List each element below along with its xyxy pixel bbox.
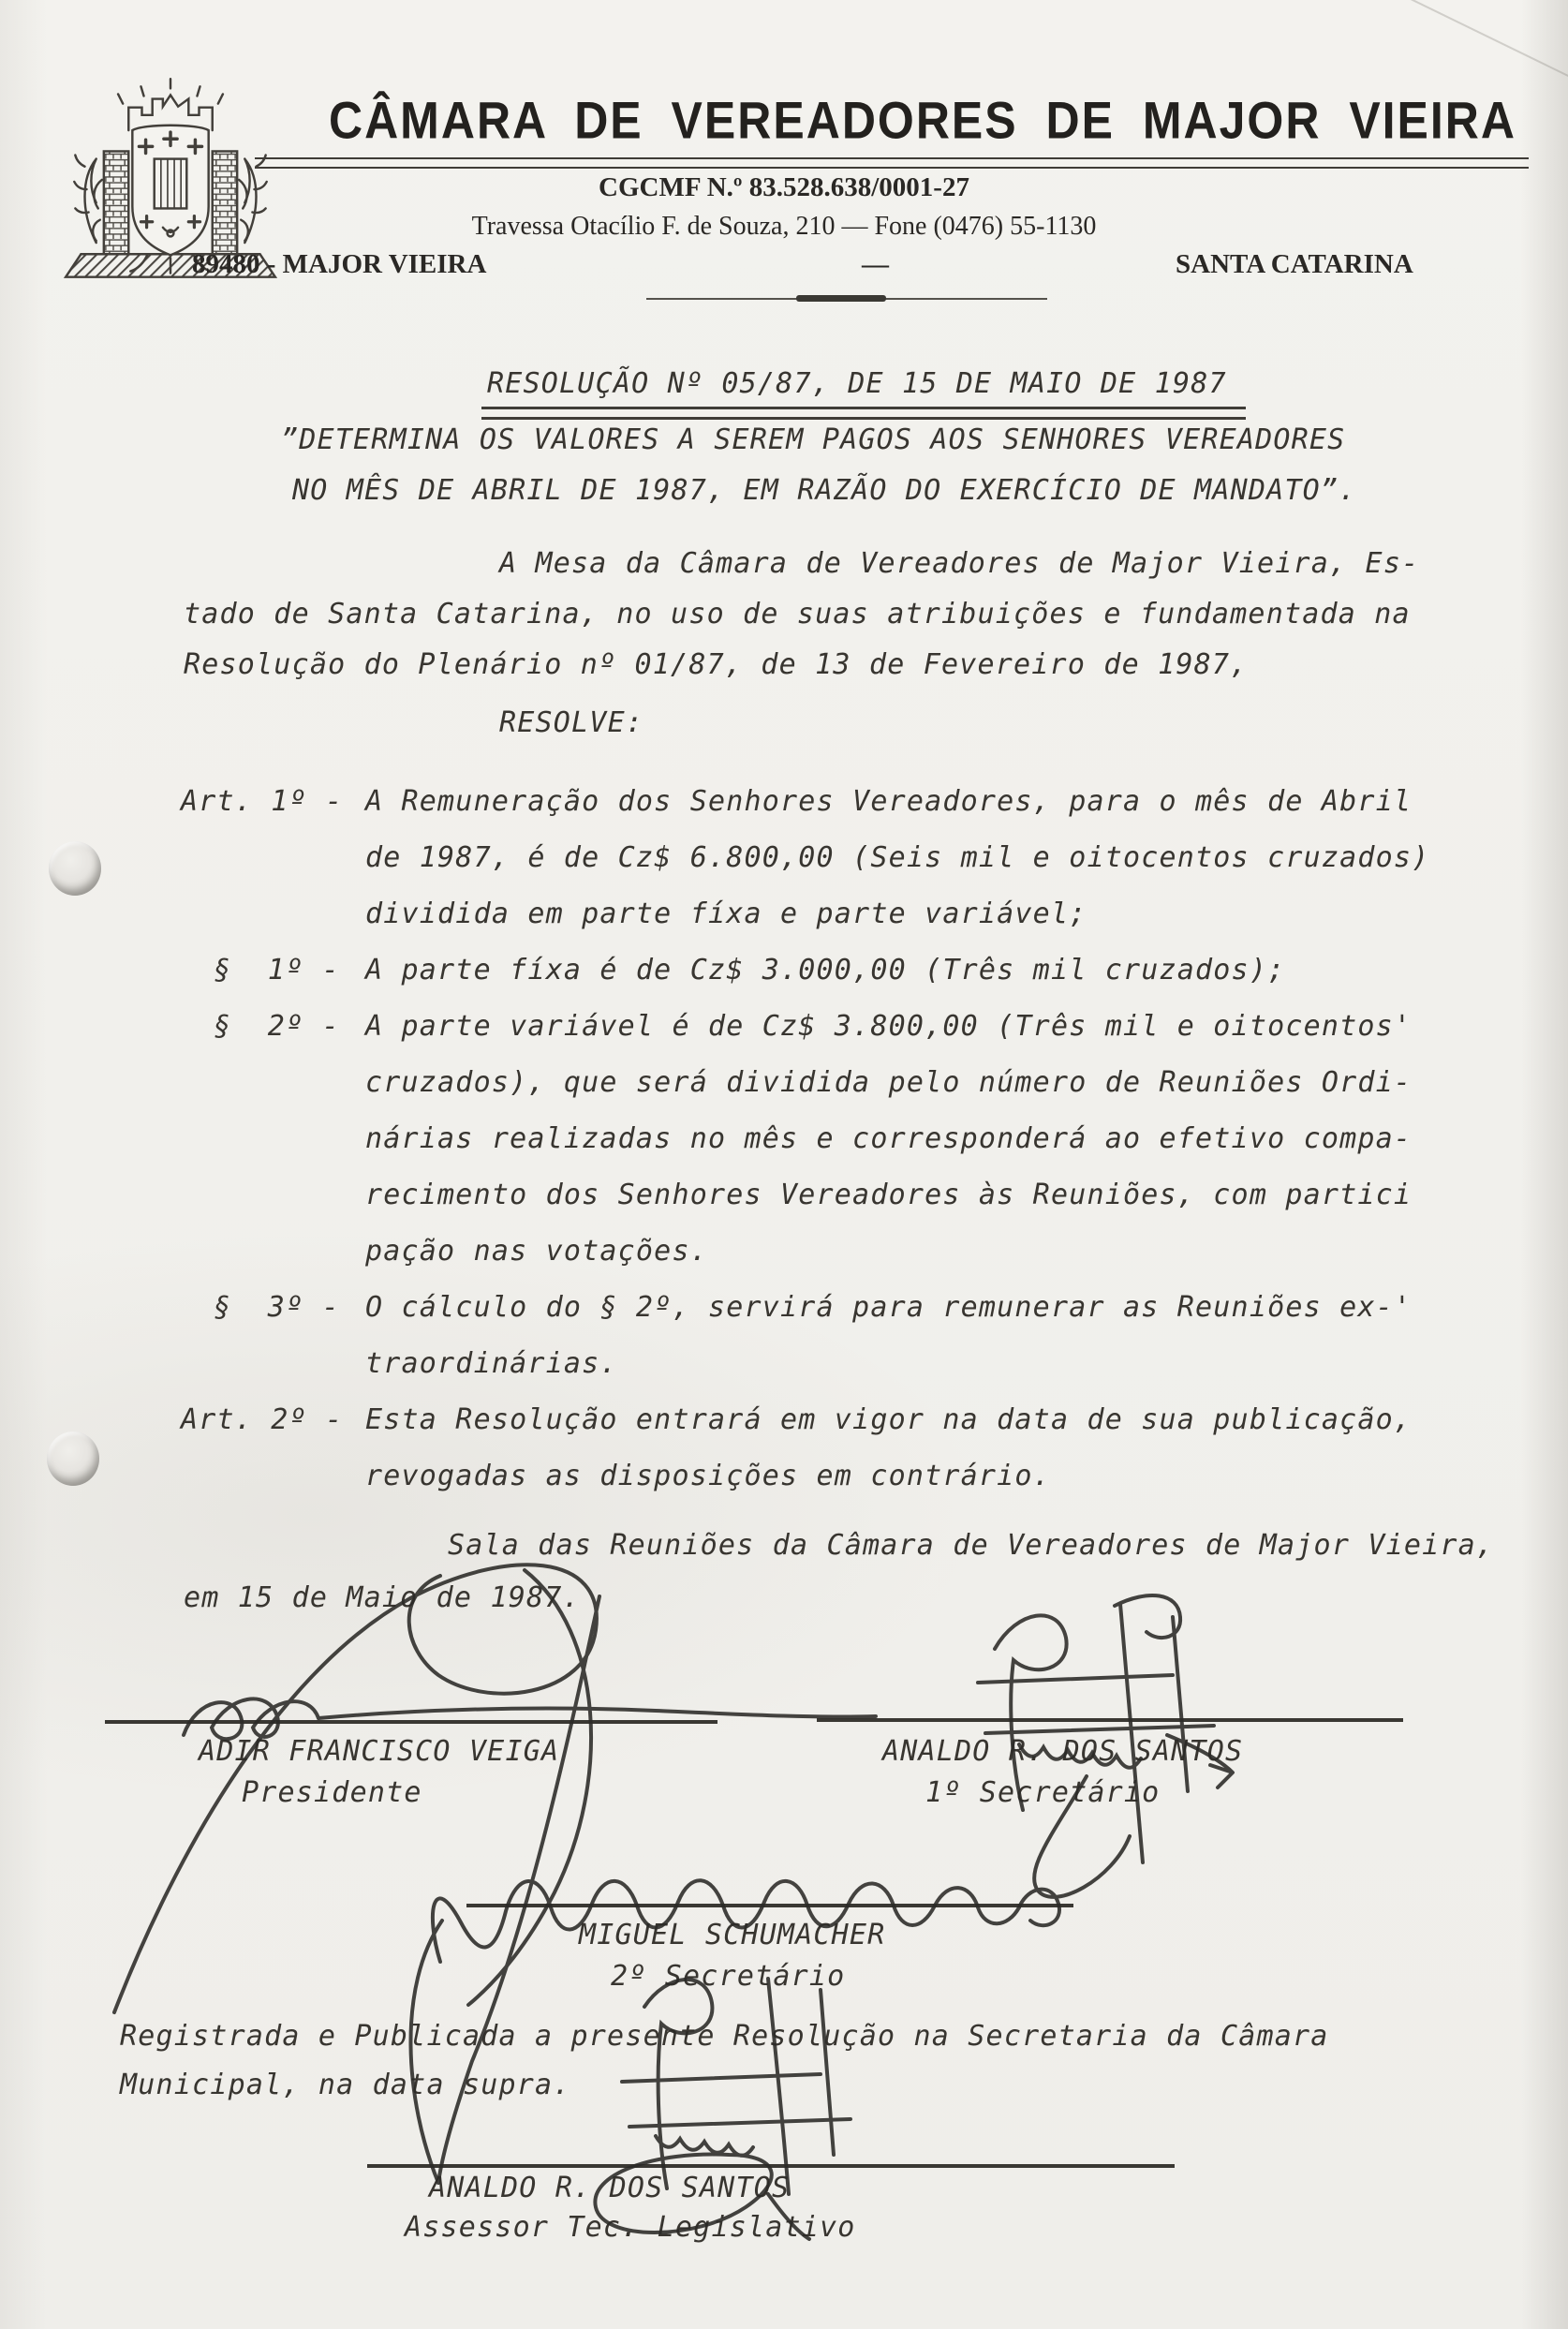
clause-line: revogadas as disposições em contrário. [365,1460,1051,1492]
clause-line: de 1987, é de Cz$ 6.800,00 (Seis mil e oitocentos cruzados) [365,841,1430,874]
punch-hole-bottom [47,1432,99,1486]
closing-line: Sala das Reuniões da Câmara de Vereadores de Major Vieira, [448,1529,1495,1562]
clause-line: nárias realizadas no mês e corresponderá ao efetivo compa- [365,1122,1413,1155]
closing-line: em 15 de Maio de 1987. [184,1581,581,1614]
clause-line: A parte variável é de Cz$ 3.800,00 (Três mil e oitocentos' [365,1010,1413,1043]
signature-line-advisor [367,2164,1175,2168]
advisor-role: Assessor Tec. Legislativo [405,2211,856,2244]
clause-line: dividida em parte fíxa e parte variável; [365,897,1087,930]
preamble-line: tado de Santa Catarina, no uso de suas atribuições e fundamentada na [184,598,1411,630]
signature-line-second-secretary [466,1904,1073,1907]
paper-fold-mark [1357,0,1568,97]
clause-label: § 2º - [214,1010,340,1043]
header-state: SANTA CATARINA [1176,249,1413,279]
header-dash: — [862,249,889,279]
clause-line: traordinárias. [365,1347,618,1380]
title-underline [481,407,1246,420]
first-secretary-name: ANALDO R. DOS SANTOS [882,1735,1244,1768]
resolve-label: RESOLVE: [499,706,644,739]
header-zip-city: 89480 - MAJOR VIEIRA [192,249,487,279]
resolution-title: RESOLUÇÃO Nº 05/87, DE 15 DE MAIO DE 1987 [487,367,1227,400]
clause-line: Esta Resolução entrará em vigor na data de sua publicação, [365,1403,1413,1436]
clause-line: A Remuneração dos Senhores Vereadores, para o mês de Abril [365,785,1413,818]
president-name: ADIR FRANCISCO VEIGA [199,1735,560,1768]
clause-line: A parte fíxa é de Cz$ 3.000,00 (Três mil cruzados); [365,954,1286,986]
clause-label: § 3º - [214,1291,340,1324]
signature-line-president [105,1720,717,1724]
clause-label: Art. 1º - [181,785,344,818]
registration-line: Registrada e Publicada a presente Resolução na Secretaria da Câmara [120,2020,1329,2053]
first-secretary-role: 1º Secretário [925,1776,1161,1809]
header-address: Travessa Otacílio F. de Souza, 210 — Fone (0476) 55-1130 [471,212,1097,241]
epigraph-line: NO MÊS DE ABRIL DE 1987, EM RAZÃO DO EXERCÍCIO DE MANDATO”. [292,474,1357,507]
punch-hole-top [49,841,101,896]
epigraph-line: ”DETERMINA OS VALORES A SEREM PAGOS AOS SENHORES VEREADORES [281,423,1346,456]
clause-line: recimento dos Senhores Vereadores às Reuniões, com partici [365,1179,1413,1211]
header-double-rule [255,157,1529,169]
clause-label: Art. 2º - [181,1403,344,1436]
header-short-rule [646,298,1047,300]
clause-label: § 1º - [214,954,340,986]
second-secretary-name: MIGUEL SCHUMACHER [579,1919,886,1951]
preamble-line: Resolução do Plenário nº 01/87, de 13 de Fevereiro de 1987, [184,648,1249,681]
organization-name: CÂMARA DE VEREADORES DE MAJOR VIEIRA [328,91,1517,150]
clause-line: pação nas votações. [365,1235,708,1268]
cgcmf-number: CGCMF N.º 83.528.638/0001-27 [599,172,969,202]
signature-line-first-secretary [817,1718,1403,1722]
registration-line: Municipal, na data supra. [120,2069,571,2101]
clause-line: cruzados), que será dividida pelo número de Reuniões Ordi- [365,1066,1413,1099]
president-role: Presidente [242,1776,422,1809]
second-secretary-role: 2º Secretário [611,1960,846,1993]
advisor-name: ANALDO R. DOS SANTOS [429,2172,791,2204]
clause-line: O cálculo do § 2º, servirá para remunerar as Reuniões ex-' [365,1291,1413,1324]
preamble-line: A Mesa da Câmara de Vereadores de Major Vieira, Es- [499,547,1420,580]
